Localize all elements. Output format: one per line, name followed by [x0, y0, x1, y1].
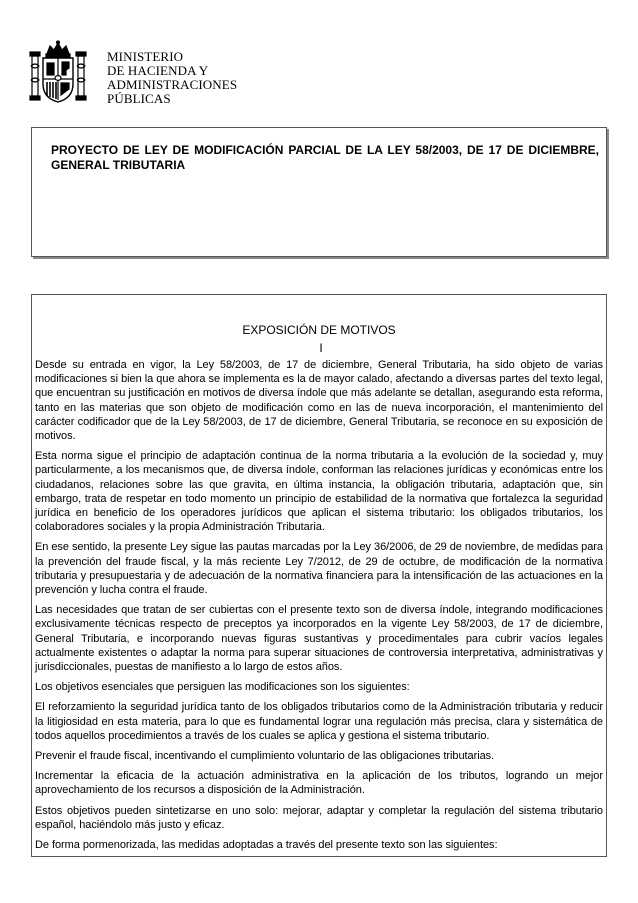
paragraph: Esta norma sigue el principio de adaptación continua de la norma tributaria a la evolución de la sociedad y, muy particularmente, a los mecanismos que, de diversa índole, conforman las relaciones jurídicas y económicas entre los ciudadanos, relaciones sobre las que gravita, en última instancia, la obligación tributaria, adaptación que, sin embargo, trata de respetar en todo momento un principio de estabilidad de la normativa que fortalezca la seguridad jurídica en beneficio de los operadores jurídicos que aplican el sistema tributario: los obligados tributarios, los colaboradores sociales y la propia Administración Tributaria.	[35, 450, 603, 534]
paragraph: Prevenir el fraude fiscal, incentivando el cumplimiento voluntario de las obligaciones tributarias.	[35, 750, 495, 763]
title-box	[31, 127, 607, 257]
paragraph: Estos objetivos pueden sintetizarse en uno solo: mejorar, adaptar y completar la regulación del sistema tributario español, haciéndolo más justo y eficaz.	[35, 804, 603, 831]
ministry-line: PÚBLICAS	[107, 91, 171, 106]
ministry-line: ADMINISTRACIONES	[107, 77, 238, 92]
section-heading: EXPOSICIÓN DE MOTIVOS	[242, 323, 396, 337]
coat-of-arms-logo	[29, 40, 87, 106]
section-number: I	[319, 341, 323, 355]
ministry-line: DE HACIENDA Y	[107, 63, 209, 78]
paragraph: De forma pormenorizada, las medidas adoptadas a través del presente texto son las siguientes:	[35, 839, 498, 852]
ministry-line: MINISTERIO	[107, 49, 184, 64]
paragraph: Los objetivos esenciales que persiguen las modificaciones son los siguientes:	[35, 681, 410, 694]
document-title: PROYECTO DE LEY DE MODIFICACIÓN PARCIAL DE LA LEY 58/2003, DE 17 DE DICIEMBRE, GENERAL TRIBUTARIA	[51, 143, 599, 172]
paragraph: Desde su entrada en vigor, la Ley 58/2003, de 17 de diciembre, General Tributaria, ha sido objeto de varias modificaciones si bien la que ahora se implementa es la de mayor calado, afectando a diversas partes del texto legal, que encuentran su justificación en motivos de diversa índole que más adelante se detallan, asegurando esta reforma, tanto en las materias que son objeto de modificación como en las de nueva incorporación, el mantenimiento del carácter codificador que de la Ley 58/2003, de 17 de diciembre, General Tributaria, se reconoce en su exposición de motivos.	[35, 359, 603, 443]
paragraph: En ese sentido, la presente Ley sigue las pautas marcadas por la Ley 36/2006, de 29 de noviembre, de medidas para la prevención del fraude fiscal, y la más reciente Ley 7/2012, de 29 de octubre, de modificación de la normativa tributaria y presupuestaria y de adecuación de la normativa financiera para la intensificación de las actuaciones en la prevención y lucha contra el fraude.	[35, 541, 603, 597]
paragraph: Incrementar la eficacia de la actuación administrativa en la aplicación de los tributos, logrando un mejor aprovechamiento de los recursos a disposición de la Administración.	[35, 770, 603, 797]
paragraph: Las necesidades que tratan de ser cubiertas con el presente texto son de diversa índole, integrando modificaciones exclusivamente técnicas respecto de preceptos ya incorporados en la vigente Ley 58/2003, de 17 de diciembre, General Tributaria, e incorporando nuevas figuras sustantivas y procedimentales para cubrir vacíos legales actualmente existentes o adaptar la norma para superar situaciones de controversia interpretativa, administrativas y jurisdiccionales, puestas de manifiesto a lo largo de estos años.	[35, 604, 603, 674]
ministry-name	[107, 50, 237, 106]
body-box	[31, 294, 607, 857]
paragraph: El reforzamiento la seguridad jurídica tanto de los obligados tributarios como de la Administración tributaria y reducir la litigiosidad en esta materia, para lo que es fundamental lograr una regulación más precisa, clara y sistemática de todos aquellos procedimientos a través de los cuales se aplica y gestiona el sistema tributario.	[35, 701, 603, 742]
